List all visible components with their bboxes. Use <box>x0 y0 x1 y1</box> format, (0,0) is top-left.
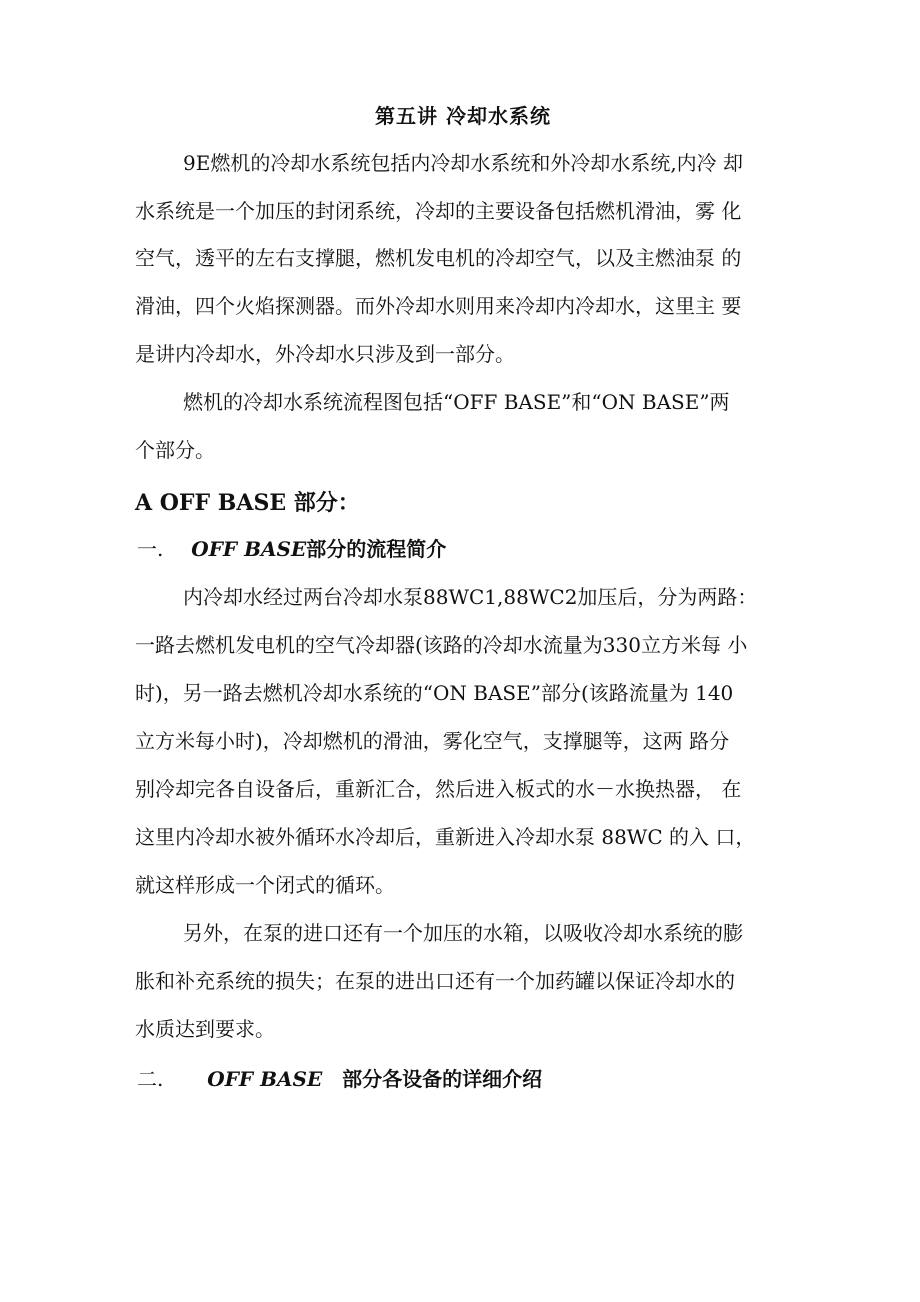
para3-line-7: 就这样形成一个闭式的循环。 <box>135 873 395 897</box>
para3-line-4: 立方米每小时)，冷却燃机的滑油，雾化空气，支撑腿等，这两 路分 <box>135 729 730 753</box>
subsection-1-number: 一. <box>137 537 164 561</box>
subsection-2-text: 部分各设备的详细介绍 <box>342 1067 543 1091</box>
para2-line-2: 个部分。 <box>135 438 215 462</box>
para3-line-1: 内冷却水经过两台冷却水泵88WC1,88WC2加压后，分为两路： <box>183 585 758 609</box>
para1-line-4: 滑油，四个火焰探测器。而外冷却水则用来冷却内冷却水，这里主 要 <box>135 294 742 318</box>
page-title: 第五讲 冷却水系统 <box>375 104 551 128</box>
para4-line-1: 另外，在泵的进口还有一个加压的水箱，以吸收冷却水系统的膨 <box>183 921 743 945</box>
para4-line-3: 水质达到要求。 <box>135 1017 275 1041</box>
para3-line-6: 这里内冷却水被外循环水冷却后，重新进入冷却水泵 88WC 的入 口， <box>135 825 756 849</box>
para3-line-2: 一路去燃机发电机的空气冷却器(该路的冷却水流量为330立方米每 小 <box>135 633 748 657</box>
subsection-1-text: 部分的流程简介 <box>306 537 447 561</box>
subsection-heading-1 <box>137 534 446 564</box>
para1-line-3: 空气，透平的左右支撑腿，燃机发电机的冷却空气，以及主燃油泵 的 <box>135 246 742 270</box>
subsection-1-italic: OFF BASE <box>191 537 307 561</box>
section-heading-a: A OFF BASE 部分： <box>135 490 360 516</box>
para1-line-5: 是讲内冷却水，外冷却水只涉及到一部分。 <box>135 342 515 366</box>
para3-line-3: 时)，另一路去燃机冷却水系统的“ON BASE”部分(该路流量为 140 <box>135 681 734 705</box>
para1-line-1: 9E燃机的冷却水系统包括内冷却水系统和外冷却水系统,内冷 却 <box>183 151 744 175</box>
subsection-2-italic: OFF BASE <box>207 1067 323 1091</box>
para3-line-5: 别冷却完各自设备后，重新汇合，然后进入板式的水－水换热器， 在 <box>135 777 742 801</box>
para1-line-2: 水系统是一个加压的封闭系统，冷却的主要设备包括燃机滑油，雾 化 <box>135 199 742 223</box>
para4-line-2: 胀和补充系统的损失；在泵的进出口还有一个加药罐以保证冷却水的 <box>135 969 735 993</box>
para2-line-1: 燃机的冷却水系统流程图包括“OFF BASE”和“ON BASE”两 <box>183 390 730 414</box>
subsection-heading-2 <box>137 1064 542 1094</box>
subsection-2-number: 二. <box>137 1067 164 1091</box>
